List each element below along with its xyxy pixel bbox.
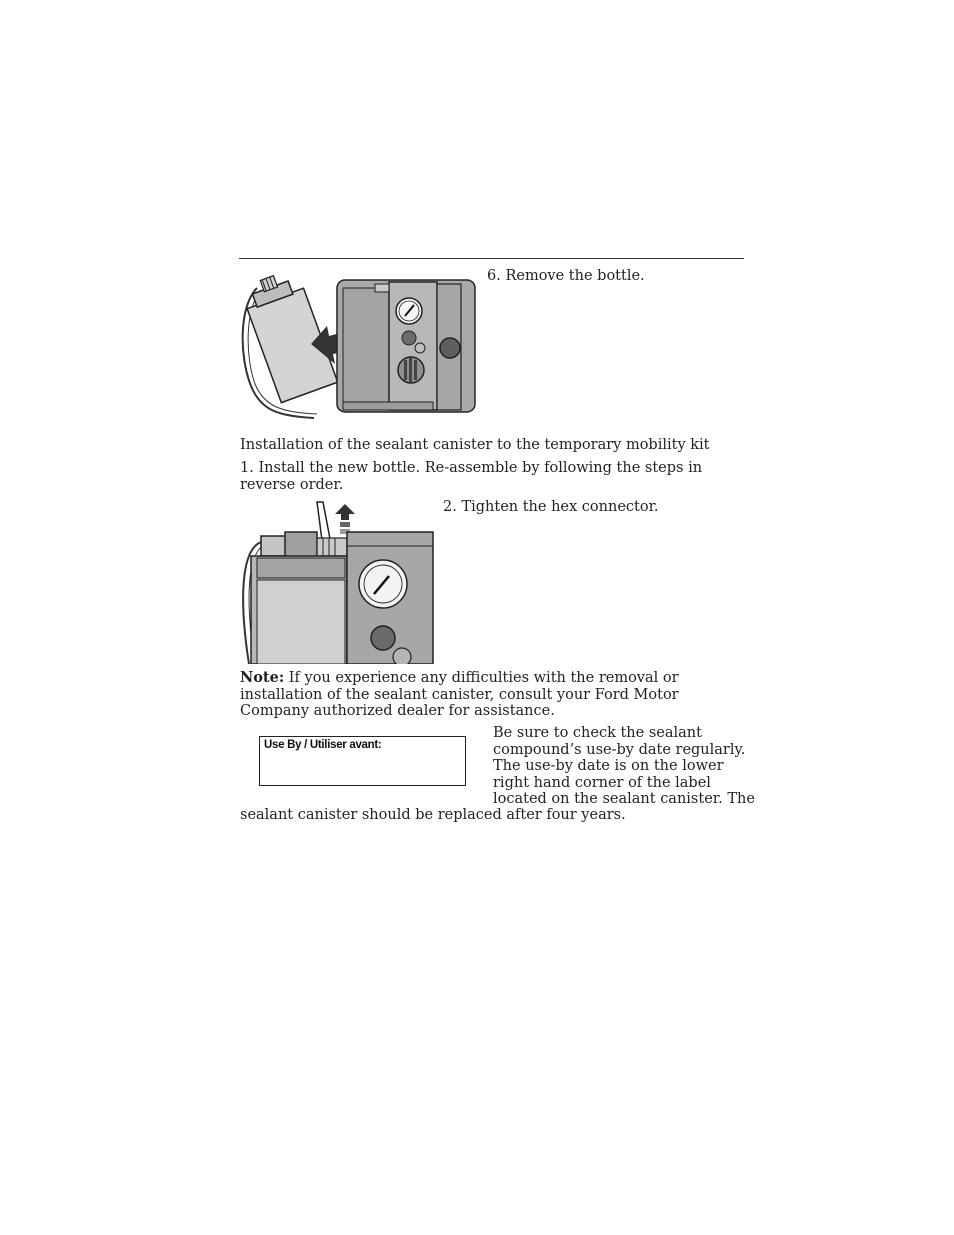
use-by-line-6: sealant canister should be replaced after four years. [240, 807, 626, 823]
step-1-text: 1. Install the new bottle. Re-assemble by following the steps in reverse order. [240, 460, 703, 493]
hex-connector-illustration [239, 500, 439, 664]
use-by-label-box [259, 736, 466, 786]
use-by-label-text: Use By / Utiliser avant: [264, 739, 382, 751]
remove-bottle-illustration [239, 266, 479, 426]
note-paragraph [240, 670, 740, 720]
step-2-text: 2. Tighten the hex connector. [443, 499, 659, 515]
use-by-line-1: Be sure to check the sealant [493, 725, 702, 741]
section-heading: Installation of the sealant canister to the temporary mobility kit [240, 437, 710, 453]
note-text: If you experience any difficulties with the removal or installation of the sealant canister, consult your Ford Motor Company authorized dealer for assistance. [240, 670, 679, 719]
top-rule [239, 258, 744, 259]
use-by-line-2: compound’s use-by date regularly. [493, 742, 746, 758]
note-label: Note: [240, 669, 285, 686]
use-by-line-3: The use-by date is on the lower [493, 758, 724, 774]
step-6-text: 6. Remove the bottle. [487, 268, 645, 284]
use-by-line-5: located on the sealant canister. The [493, 791, 755, 807]
use-by-line-4: right hand corner of the label [493, 775, 711, 791]
